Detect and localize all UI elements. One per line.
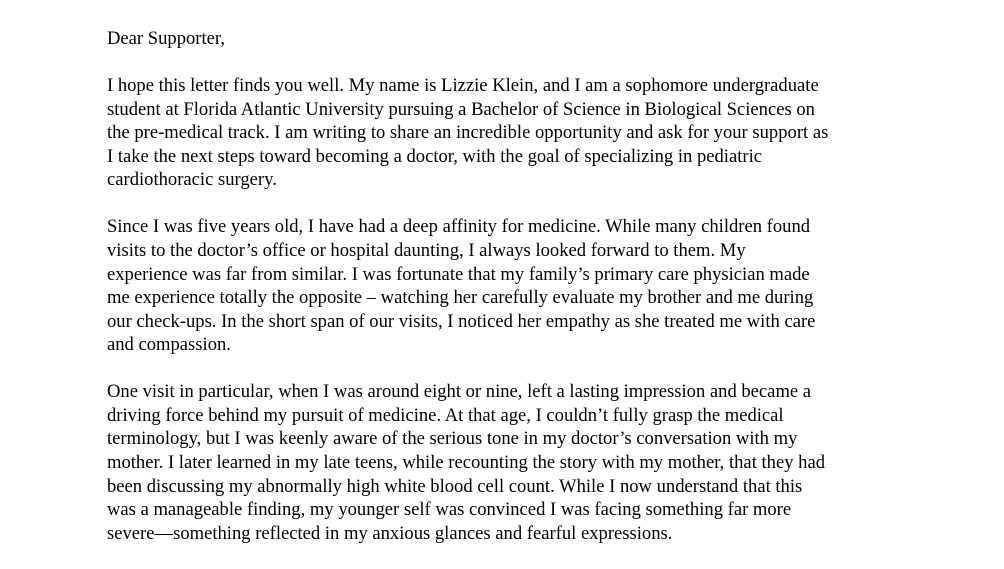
paragraph-line: terminology, but I was keenly aware of the serious tone in my doctor’s conversation with my	[107, 428, 798, 450]
paragraph-line: the pre-medical track. I am writing to share an incredible opportunity and ask for your support as	[107, 122, 829, 144]
paragraph-visit	[107, 380, 907, 545]
letter-body	[107, 27, 907, 569]
paragraph-line: visits to the doctor’s office or hospital daunting, I always looked forward to them. My	[107, 239, 746, 261]
paragraph-line: me experience totally the opposite – watching her carefully evaluate my brother and me during	[107, 287, 814, 309]
paragraph-line: severe—something reflected in my anxious glances and fearful expressions.	[107, 522, 673, 544]
paragraph-introduction	[107, 74, 907, 192]
paragraph-affinity	[107, 215, 907, 357]
paragraph-line: student at Florida Atlantic University pursuing a Bachelor of Science in Biological Sciences on	[107, 98, 815, 120]
paragraph-line: and compassion.	[107, 334, 231, 356]
paragraph-line: Since I was five years old, I have had a deep affinity for medicine. While many children found	[107, 216, 811, 238]
paragraph-line: been discussing my abnormally high white blood cell count. While I now understand that this	[107, 475, 803, 497]
paragraph-line: I hope this letter finds you well. My name is Lizzie Klein, and I am a sophomore undergraduate	[107, 74, 819, 96]
paragraph-line: experience was far from similar. I was fortunate that my family’s primary care physician made	[107, 263, 810, 285]
paragraph-line: One visit in particular, when I was around eight or nine, left a lasting impression and became a	[107, 381, 812, 403]
paragraph-line: driving force behind my pursuit of medicine. At that age, I couldn’t fully grasp the medical	[107, 404, 784, 426]
paragraph-line: mother. I later learned in my late teens, while recounting the story with my mother, that they had	[107, 452, 826, 474]
paragraph-line: our check-ups. In the short span of our visits, I noticed her empathy as she treated me with care	[107, 310, 816, 332]
paragraph-line: was a manageable finding, my younger self was convinced I was facing something far more	[107, 499, 792, 521]
paragraph-line: I take the next steps toward becoming a doctor, with the goal of specializing in pediatric	[107, 145, 762, 167]
salutation: Dear Supporter,	[107, 28, 226, 49]
paragraph-line: cardiothoracic surgery.	[107, 169, 277, 191]
